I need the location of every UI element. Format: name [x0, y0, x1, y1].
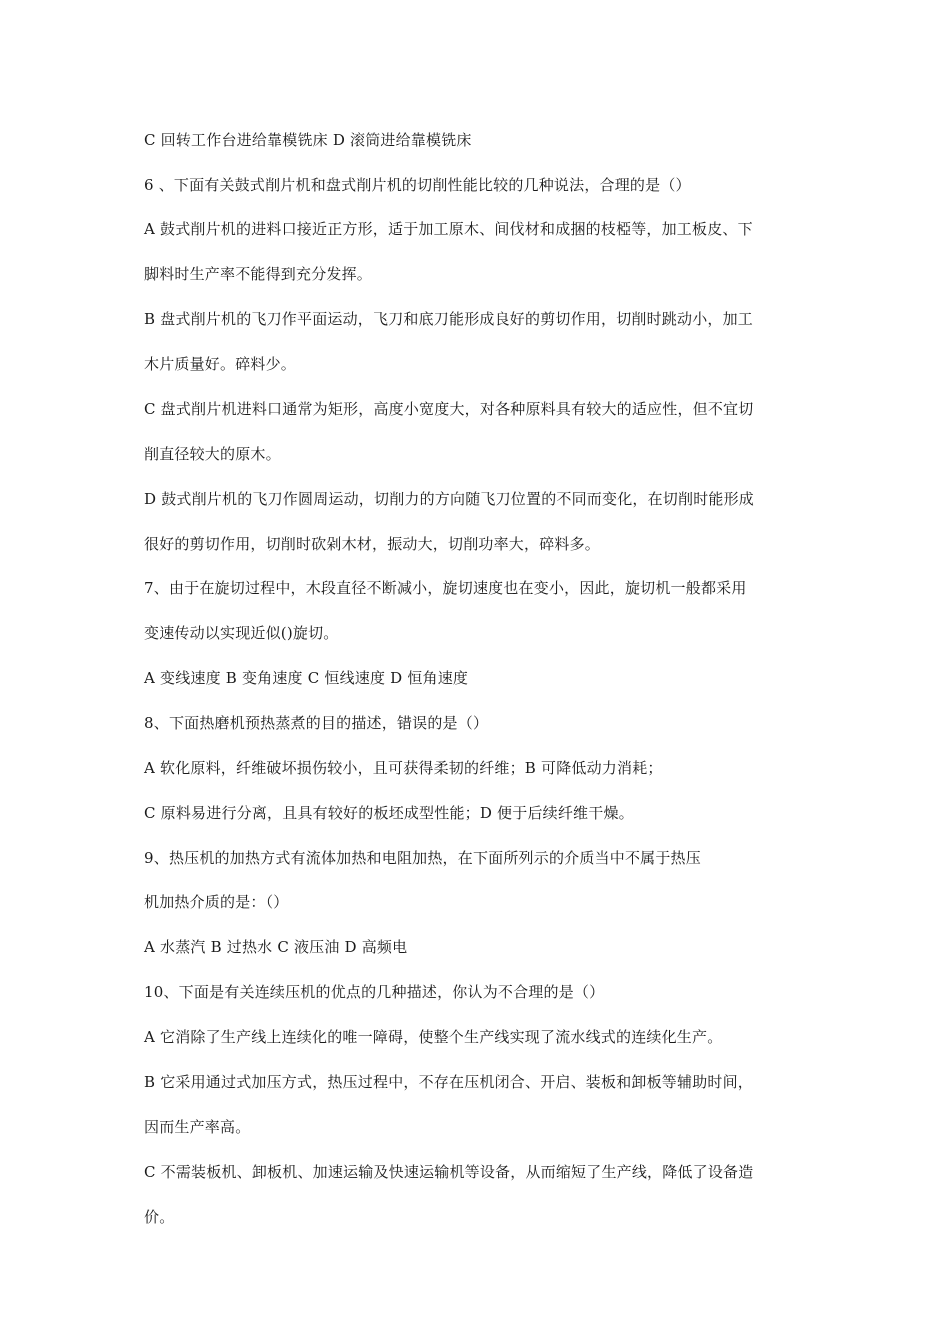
question-8: 8、下面热磨机预热蒸煮的目的描述，错误的是（）: [144, 714, 489, 732]
text-line: 削直径较大的原木。: [144, 445, 281, 463]
options-8-cd: C 原料易进行分离，且具有较好的板坯成型性能；D 便于后续纤维干燥。: [144, 804, 634, 822]
text-line: 因而生产率高。: [144, 1118, 251, 1136]
options-8-ab: A 软化原料，纤维破坏损伤较小，且可获得柔韧的纤维；B 可降低动力消耗；: [144, 759, 663, 777]
text-line: 脚料时生产率不能得到充分发挥。: [144, 265, 373, 283]
option-b: B 它采用通过式加压方式，热压过程中，不存在压机闭合、开启、装板和卸板等辅助时间，: [144, 1073, 753, 1091]
text-line: 机加热介质的是：（）: [144, 893, 289, 911]
option-a: A 鼓式削片机的进料口接近正方形，适于加工原木、间伐材和成捆的枝椏等，加工板皮、下: [144, 220, 753, 238]
question-10: 10、下面是有关连续压机的优点的几种描述，你认为不合理的是（）: [144, 983, 605, 1001]
option-b: B 盘式削片机的飞刀作平面运动，飞刀和底刀能形成良好的剪切作用，切削时跳动小，加工: [144, 310, 753, 328]
option-a: A 它消除了生产线上连续化的唯一障碍，使整个生产线实现了流水线式的连续化生产。: [144, 1028, 723, 1046]
options-7: A 变线速度 B 变角速度 C 恒线速度 D 恒角速度: [144, 669, 469, 687]
option-c: C 盘式削片机进料口通常为矩形，高度小宽度大，对各种原料具有较大的适应性，但不宜切: [144, 400, 754, 418]
text-line: 变速传动以实现近似()旋切。: [144, 624, 339, 642]
option-d: D 鼓式削片机的飞刀作圆周运动，切削力的方向随飞刀位置的不同而变化，在切削时能形成: [144, 490, 754, 508]
text-line: C 回转工作台进给靠模铣床 D 滚筒进给靠模铣床: [144, 131, 472, 149]
question-7: 7、由于在旋切过程中，木段直径不断减小，旋切速度也在变小，因此，旋切机一般都采用: [144, 579, 747, 597]
options-9: A 水蒸汽 B 过热水 C 液压油 D 高频电: [144, 938, 408, 956]
text-line: 价。: [144, 1208, 175, 1226]
text-line: 很好的剪切作用，切削时砍剁木材，振动大，切削功率大，碎料多。: [144, 535, 601, 553]
option-c: C 不需装板机、卸板机、加速运输及快速运输机等设备，从而缩短了生产线，降低了设备造: [144, 1163, 754, 1181]
text-line: 木片质量好。碎料少。: [144, 355, 297, 373]
question-9: 9、热压机的加热方式有流体加热和电阻加热，在下面所列示的介质当中不属于热压: [144, 849, 701, 867]
question-6: 6 、下面有关鼓式削片机和盘式削片机的切削性能比较的几种说法，合理的是（）: [144, 176, 691, 194]
